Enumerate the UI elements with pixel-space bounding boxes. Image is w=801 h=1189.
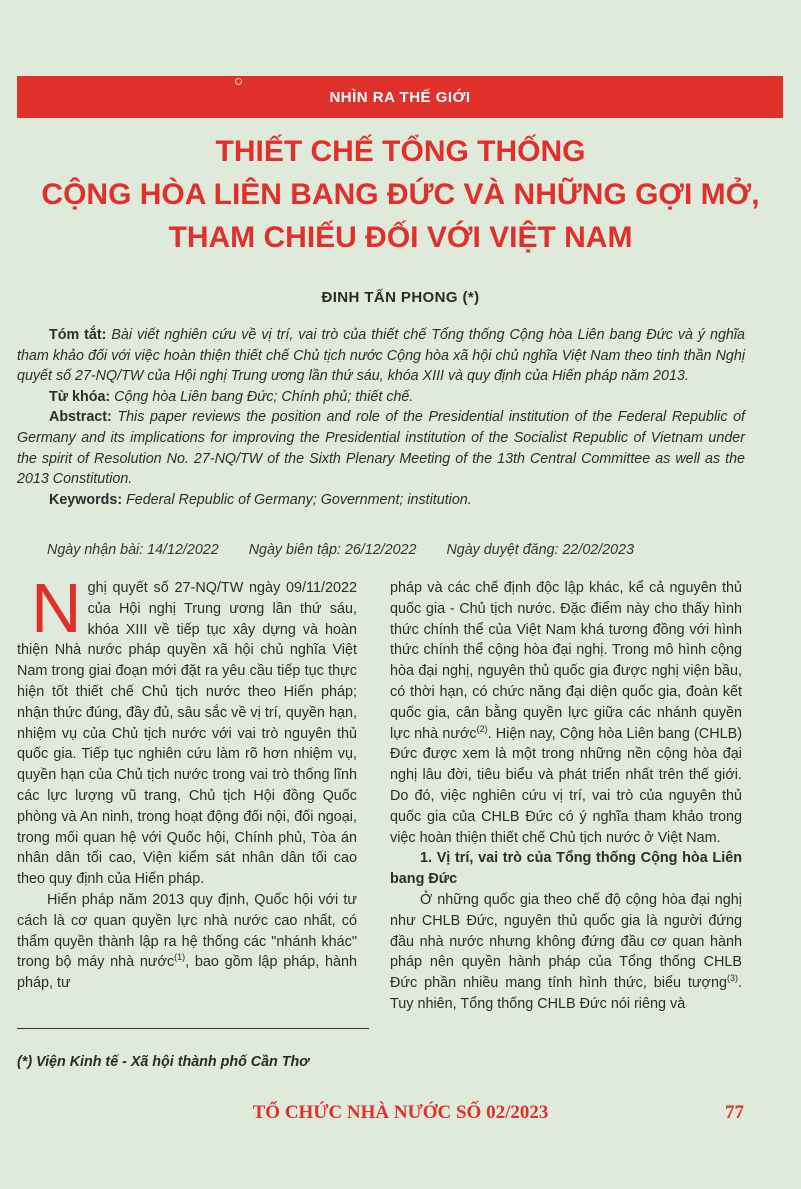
right-para-2-text-a: Ở những quốc gia theo chế độ cộng hòa đại nghị như CHLB Đức, nguyên thủ quốc gia là người đứng đầu nhà nước nhưng không đứng đầu cơ quan hành pháp nên quyền hành pháp của Tổng thống CHLB Đức phần nhiều mang tính hình thức, biểu tượng — [390, 891, 742, 992]
left-para-2-text-a: Hiến pháp năm 2013 quy định, Quốc hội với tư cách là cơ quan quyền lực nhà nước cao nhất, có thẩm quyền thành lập ra hệ thống các "nhánh khác" trong bộ máy nhà nước — [17, 891, 357, 971]
keywords-vi — [17, 387, 745, 408]
abstract-vi-text: Bài viết nghiên cứu về vị trí, vai trò của thiết chế Tổng thống Cộng hòa Liên bang Đức và ý nghĩa tham khảo đối với việc hoàn thiện thiết chế Chủ tịch nước Cộng hòa xã hội chủ nghĩa Việt Nam theo tinh thần Nghị quyết số 27-NQ/TW của Hội nghị Trung ương lần thứ sáu, khóa XIII và quy định của Hiến pháp năm 2013. — [17, 327, 745, 385]
right-para-1-text-a: pháp và các chế định độc lập khác, kể cả nguyên thủ quốc gia - Chủ tịch nước. Đặc điểm này cho thấy hình thức chính thể của Việt Nam khá tương đồng với hình thức chính thể cộng hòa đại nghị. Trong mô hình cộng hòa đại nghị, nguyên thủ quốc gia được nghị viện bầu, có thời hạn, có chức năng đại diện quốc gia, đoàn kết quốc gia, cân bằng quyền lực giữa các nhánh quyền lực nhà nước — [390, 580, 742, 742]
left-para-1 — [17, 569, 357, 890]
title-line-3: THAM CHIẾU ĐỐI VỚI VIỆT NAM — [168, 221, 633, 254]
title-line-1: THIẾT CHẾ TỔNG THỐNG — [215, 135, 586, 168]
footnote-ref-2: (2) — [476, 723, 488, 734]
keywords-en-text: Federal Republic of Germany; Government; institution. — [122, 491, 472, 508]
footnote-ref-1: (1) — [174, 952, 186, 963]
keywords-vi-text: Cộng hòa Liên bang Đức; Chính phủ; thiết chế. — [110, 388, 414, 405]
section-header-label: NHÌN RA THẾ GIỚI — [329, 88, 471, 106]
decorative-dot-icon — [235, 78, 242, 85]
article-title — [30, 130, 771, 259]
date-approved: Ngày duyệt đăng: 22/02/2023 — [446, 542, 635, 558]
right-para-1 — [390, 578, 742, 848]
keywords-en — [17, 490, 745, 511]
date-edited: Ngày biên tập: 26/12/2022 — [248, 542, 417, 558]
author-name: ĐINH TẤN PHONG (*) — [321, 289, 480, 306]
section-header-bar — [17, 76, 783, 118]
abstract-block — [17, 325, 745, 510]
abstract-vi-label: Tóm tắt: — [49, 327, 107, 343]
abstract-en-text: This paper reviews the position and role of the Presidential institution of the Federal Republic of Germany and its implications for improving the Presidential institution of the Socialist Republic of Vietnam under the spirit of Resolution No. 27-NQ/TW of the Sixth Plenary Meeting of the 13th Central Committee as well as the 2013 Constitution. — [17, 409, 745, 488]
page-number: 77 — [725, 1102, 744, 1123]
keywords-en-label: Keywords: — [49, 491, 123, 508]
right-column — [390, 578, 742, 1015]
abstract-en — [17, 407, 745, 489]
title-line-2: CỘNG HÒA LIÊN BANG ĐỨC VÀ NHỮNG GỢI MỞ, — [41, 178, 760, 211]
keywords-vi-label: Từ khóa: — [49, 388, 111, 405]
date-received: Ngày nhận bài: 14/12/2022 — [47, 542, 219, 558]
right-para-2-text-b: . Tuy nhiên, Tổng thống CHLB Đức nói riêng và — [390, 975, 742, 1012]
abstract-en-label: Abstract: — [49, 409, 112, 426]
abstract-vi — [17, 325, 745, 387]
page-footer — [0, 1102, 801, 1132]
left-para-2-text-b: , bao gồm lập pháp, hành pháp, tư — [17, 954, 357, 992]
footnote-ref-3: (3) — [727, 973, 738, 984]
article-dates — [47, 542, 747, 558]
left-para-2 — [17, 890, 357, 994]
journal-issue: TỔ CHỨC NHÀ NƯỚC SỐ 02/2023 — [252, 1102, 549, 1123]
author-affiliation-footnote: (*) Viện Kinh tế - Xã hội thành phố Cần Thơ — [17, 1054, 309, 1070]
right-para-1-text-b: . Hiện nay, Cộng hòa Liên bang (CHLB) Đức được xem là một trong những nền cộng hòa đại nghị lâu đời, tiêu biểu và phát triển nhất trên thế giới. Do đó, việc nghiên cứu vị trí, vai trò của nguyên thủ quốc gia của CHLB Đức có ý nghĩa tham khảo trong việc hoàn thiện thiết chế Chủ tịch nước ở Việt Nam. — [390, 725, 742, 846]
drop-cap: N — [31, 569, 82, 647]
left-column — [17, 569, 357, 994]
left-para-1-text: ghị quyết số 27-NQ/TW ngày 09/11/2022 của Hội nghị Trung ương lần thứ sáu, khóa XIII về tiếp tục xây dựng và hoàn thiện Nhà nước pháp quyền xã hội chủ nghĩa Việt Nam trong giai đoạn mới đặt ra yêu cầu tiếp tục thực hiện tốt thiết chế Chủ tịch nước theo Hiến pháp; nhận thức đúng, đầy đủ, sâu sắc về vị trí, quyền hạn, nhiệm vụ của Chủ tịch nước với vai trò nguyên thủ quốc gia. Tiếp tục nghiên cứu làm rõ hơn nhiệm vụ, quyền hạn của Chủ tịch nước trong vai trò thống lĩnh các lực lượng vũ trang, Chủ tịch Hội đồng Quốc phòng và An ninh, trong hoạt động đối nội, đối ngoại, trong mối quan hệ với Quốc hội, Chính phủ, Tòa án nhân dân tối cao, Viện kiểm sát nhân dân tối cao theo quy định của Hiến pháp. — [17, 580, 357, 888]
section-heading-1: 1. Vị trí, vai trò của Tổng thống Cộng hòa Liên bang Đức — [390, 850, 742, 888]
footnote-divider — [17, 1028, 369, 1029]
right-para-2 — [390, 890, 742, 1015]
